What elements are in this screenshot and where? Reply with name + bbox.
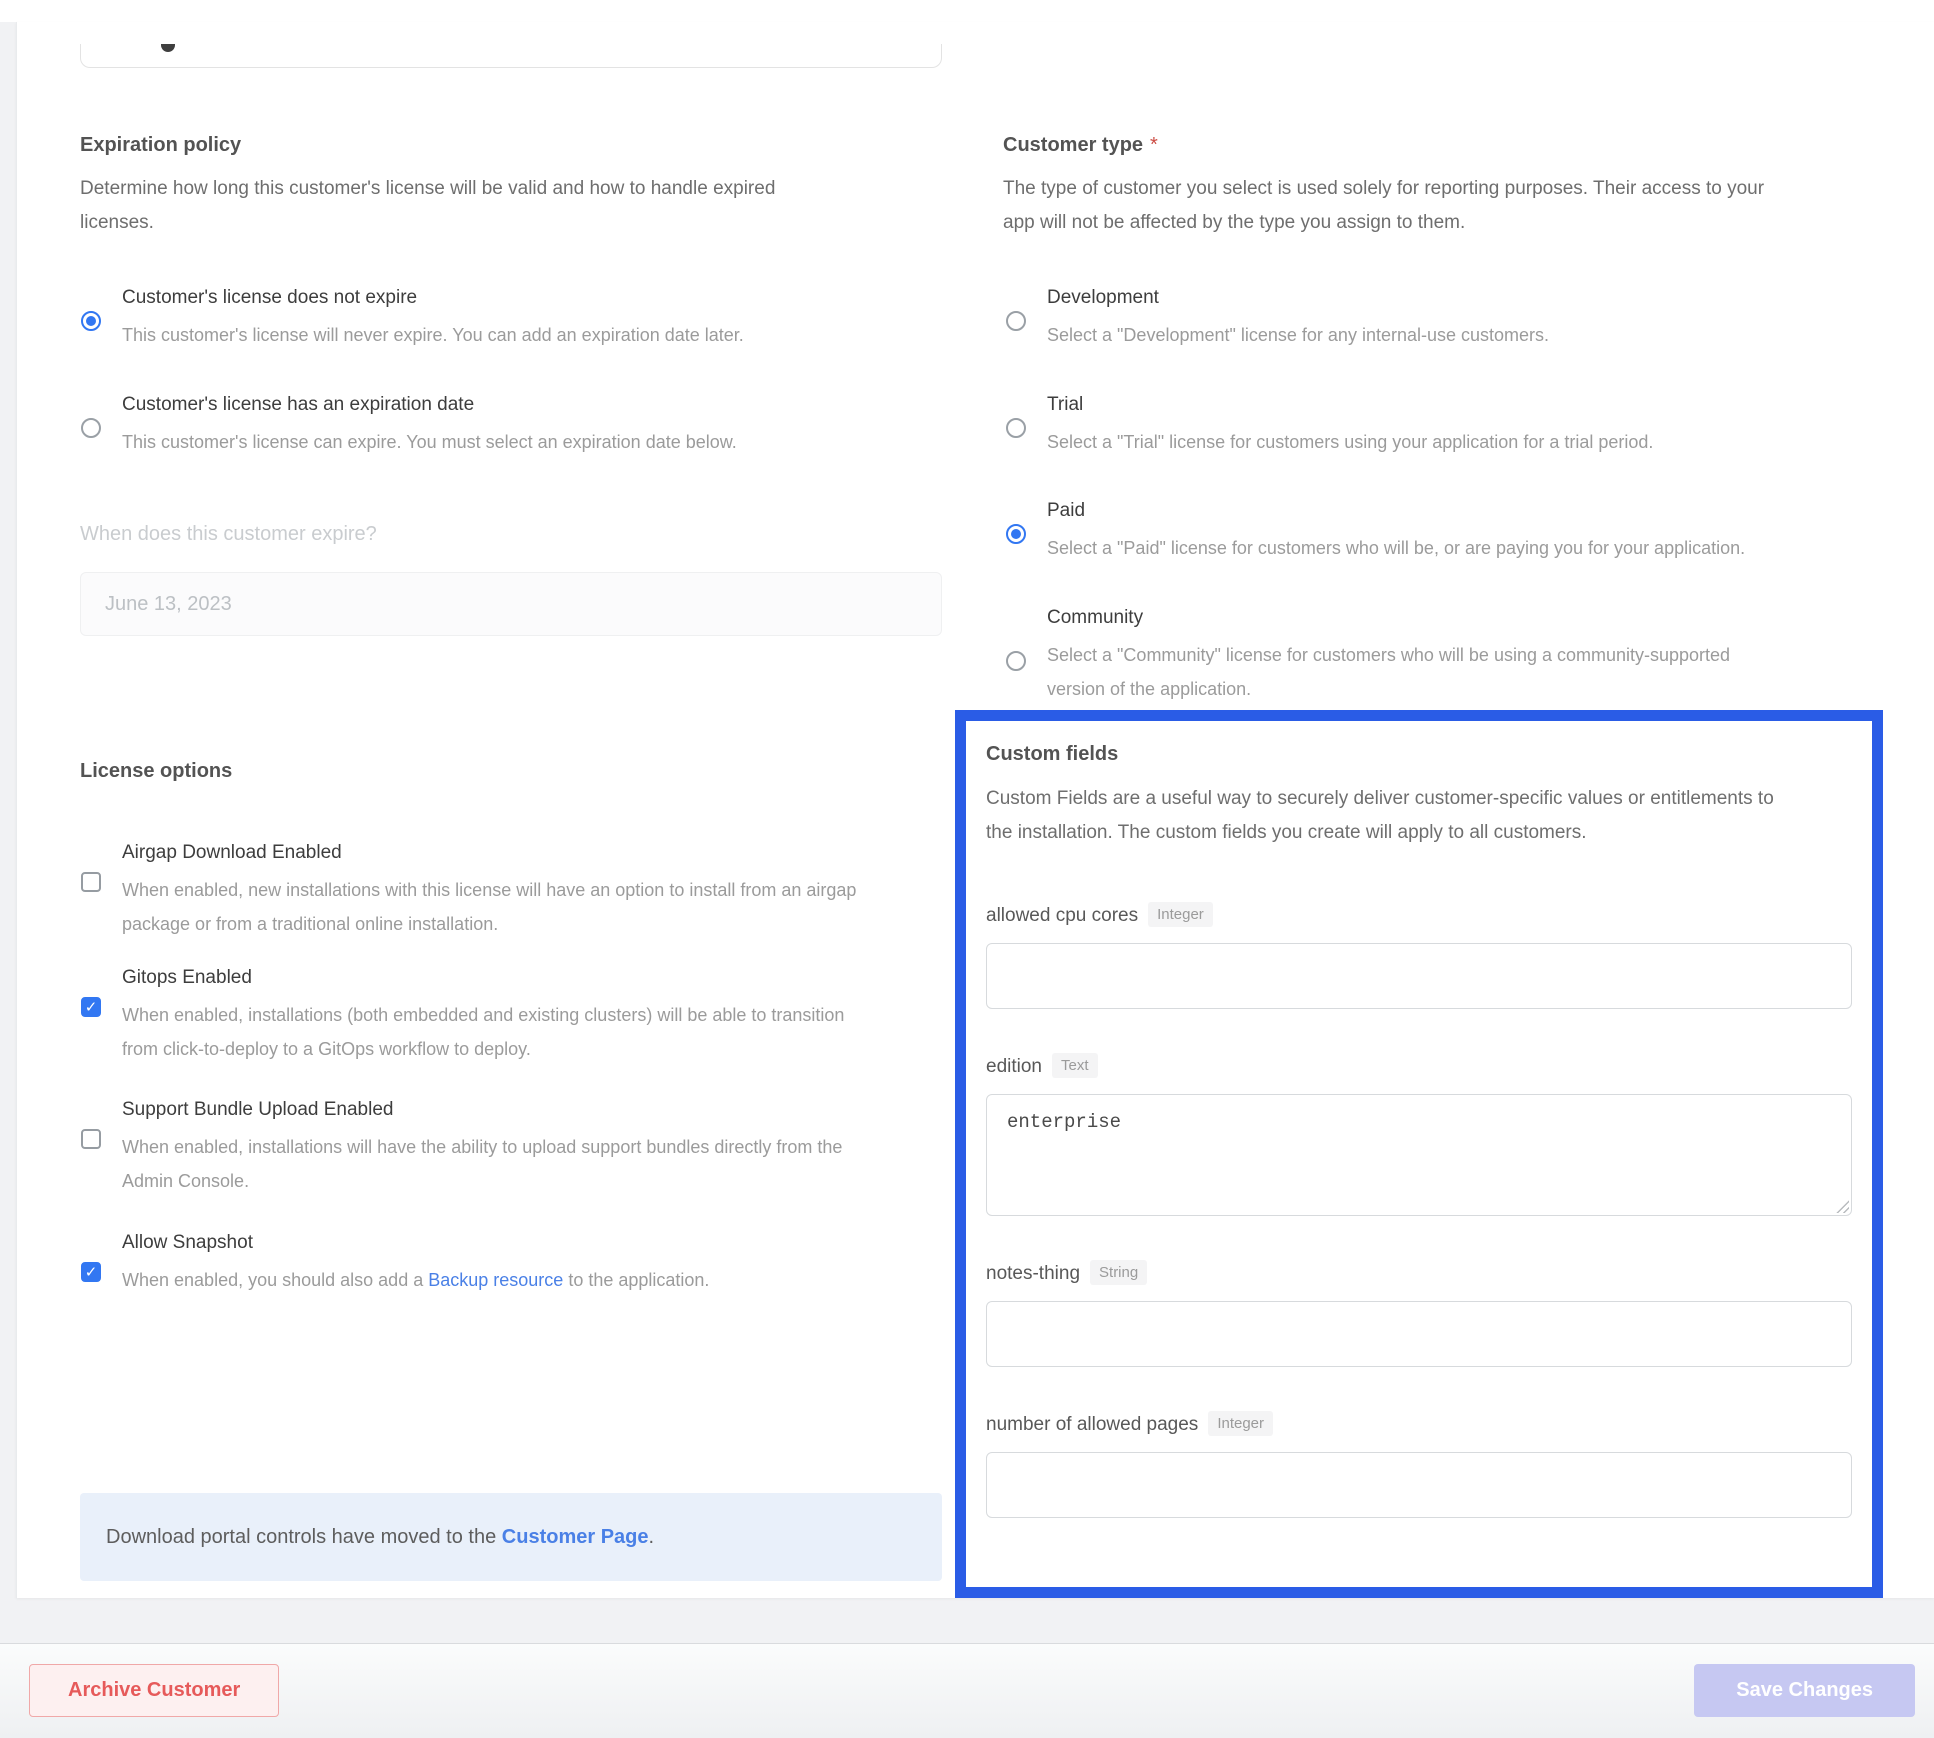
option-description: This customer's license will never expire. You can add an expiration date later. <box>122 325 744 345</box>
option-description: This customer's license can expire. You must select an expiration date below. <box>122 432 737 452</box>
backup-resource-link[interactable]: Backup resource <box>428 1270 564 1290</box>
footer-action-bar <box>0 1643 1934 1738</box>
checkbox-option-allow-snapshot[interactable] <box>80 1230 900 1297</box>
option-label: Gitops Enabled <box>122 967 252 988</box>
option-description: When enabled, installations (both embedded and existing clusters) will be able to transition from click-to-deploy to a GitOps workflow to deploy. <box>122 1005 845 1059</box>
option-description: Select a "Development" license for any internal-use customers. <box>1047 325 1550 345</box>
top-cropped-band <box>0 0 1934 22</box>
radio-button[interactable] <box>1006 311 1026 331</box>
custom-field-number-of-allowed-pages <box>986 1411 1852 1518</box>
option-description: Select a "Community" license for customers who will be using a community-supported version of the application. <box>1047 645 1731 699</box>
field-type-badge: String <box>1090 1260 1147 1285</box>
field-label: notes-thing <box>986 1263 1081 1284</box>
radio-option-license-expires[interactable] <box>80 392 900 459</box>
option-label: Community <box>1047 607 1144 628</box>
archive-customer-button[interactable]: Archive Customer <box>29 1664 279 1717</box>
allowed-cpu-cores-input[interactable] <box>986 943 1852 1009</box>
cropped-text-fragment <box>161 44 175 52</box>
option-label: Paid <box>1047 500 1086 521</box>
field-type-badge: Integer <box>1148 902 1213 927</box>
custom-field-notes-thing <box>986 1260 1852 1367</box>
option-description <box>122 1263 900 1297</box>
edition-textarea[interactable] <box>986 1094 1852 1216</box>
option-label: Customer's license does not expire <box>122 287 418 308</box>
radio-button-selected[interactable] <box>81 311 101 331</box>
option-label: Customer's license has an expiration date <box>122 394 475 415</box>
required-asterisk: * <box>1150 134 1158 156</box>
option-label: Trial <box>1047 394 1084 415</box>
field-type-badge: Integer <box>1208 1411 1273 1436</box>
radio-button[interactable] <box>1006 418 1026 438</box>
option-label: Airgap Download Enabled <box>122 842 342 863</box>
customer-type-description: The type of customer you select is used solely for reporting purposes. Their access to your app will not be affected by the type you assign to them. <box>1003 178 1765 233</box>
customer-type-title-text: Customer type <box>1003 134 1144 156</box>
checkbox-checked[interactable] <box>81 1262 101 1282</box>
option-label: Allow Snapshot <box>122 1232 253 1253</box>
checkbox-option-support-bundle[interactable] <box>80 1097 890 1198</box>
license-options-title: License options <box>80 760 233 782</box>
custom-fields-description: Custom Fields are a useful way to securely deliver customer-specific values or entitlements to the installation. The custom fields you create will apply to all customers. <box>986 788 1774 843</box>
customer-page-link[interactable]: Customer Page <box>501 1526 649 1548</box>
option-label: Development <box>1047 287 1159 308</box>
custom-field-edition <box>986 1053 1852 1216</box>
banner-text: . <box>648 1526 655 1548</box>
customer-type-title <box>1003 134 1158 157</box>
download-portal-info-banner <box>80 1493 942 1581</box>
checkbox-unchecked[interactable] <box>81 1129 101 1149</box>
option-description: Select a "Trial" license for customers using your application for a trial period. <box>1047 432 1654 452</box>
option-label: Support Bundle Upload Enabled <box>122 1099 394 1120</box>
description-text: to the application. <box>563 1270 710 1290</box>
checkbox-option-airgap-download[interactable] <box>80 840 880 941</box>
radio-button[interactable] <box>1006 651 1026 671</box>
radio-button[interactable] <box>81 418 101 438</box>
radio-option-license-never-expires[interactable] <box>80 285 900 352</box>
checkbox-checked[interactable] <box>81 997 101 1017</box>
field-label: edition <box>986 1056 1042 1077</box>
field-label: allowed cpu cores <box>986 905 1139 926</box>
description-text: When enabled, you should also add a <box>122 1270 429 1290</box>
custom-field-allowed-cpu-cores <box>986 902 1852 1009</box>
field-label: number of allowed pages <box>986 1414 1199 1435</box>
save-changes-button-disabled[interactable]: Save Changes <box>1694 1664 1915 1717</box>
option-description: When enabled, new installations with this license will have an option to install from an airgap package or from a traditional online installation. <box>122 880 857 934</box>
radio-option-development[interactable] <box>1005 285 1795 352</box>
banner-text: Download portal controls have moved to the <box>106 1526 502 1548</box>
number-of-allowed-pages-input[interactable] <box>986 1452 1852 1518</box>
expire-date-label-disabled: When does this customer expire? <box>80 523 377 545</box>
radio-option-paid[interactable] <box>1005 498 1815 565</box>
notes-thing-input[interactable] <box>986 1301 1852 1367</box>
field-type-badge: Text <box>1052 1053 1098 1078</box>
custom-fields-highlighted-panel <box>955 710 1883 1598</box>
expiration-policy-title: Expiration policy <box>80 134 242 156</box>
expiration-policy-description: Determine how long this customer's license will be valid and how to handle expired licenses. <box>80 178 776 233</box>
custom-fields-title: Custom fields <box>986 743 1119 765</box>
expire-date-input-disabled: June 13, 2023 <box>80 572 942 636</box>
radio-option-trial[interactable] <box>1005 392 1795 459</box>
cropped-top-input[interactable] <box>80 44 942 68</box>
checkbox-unchecked[interactable] <box>81 872 101 892</box>
radio-option-community[interactable] <box>1005 605 1795 706</box>
radio-button-selected[interactable] <box>1006 524 1026 544</box>
option-description: Select a "Paid" license for customers who will be, or are paying you for your application. <box>1047 538 1746 558</box>
checkbox-option-gitops[interactable] <box>80 965 880 1066</box>
option-description: When enabled, installations will have the ability to upload support bundles directly from the Admin Console. <box>122 1137 843 1191</box>
